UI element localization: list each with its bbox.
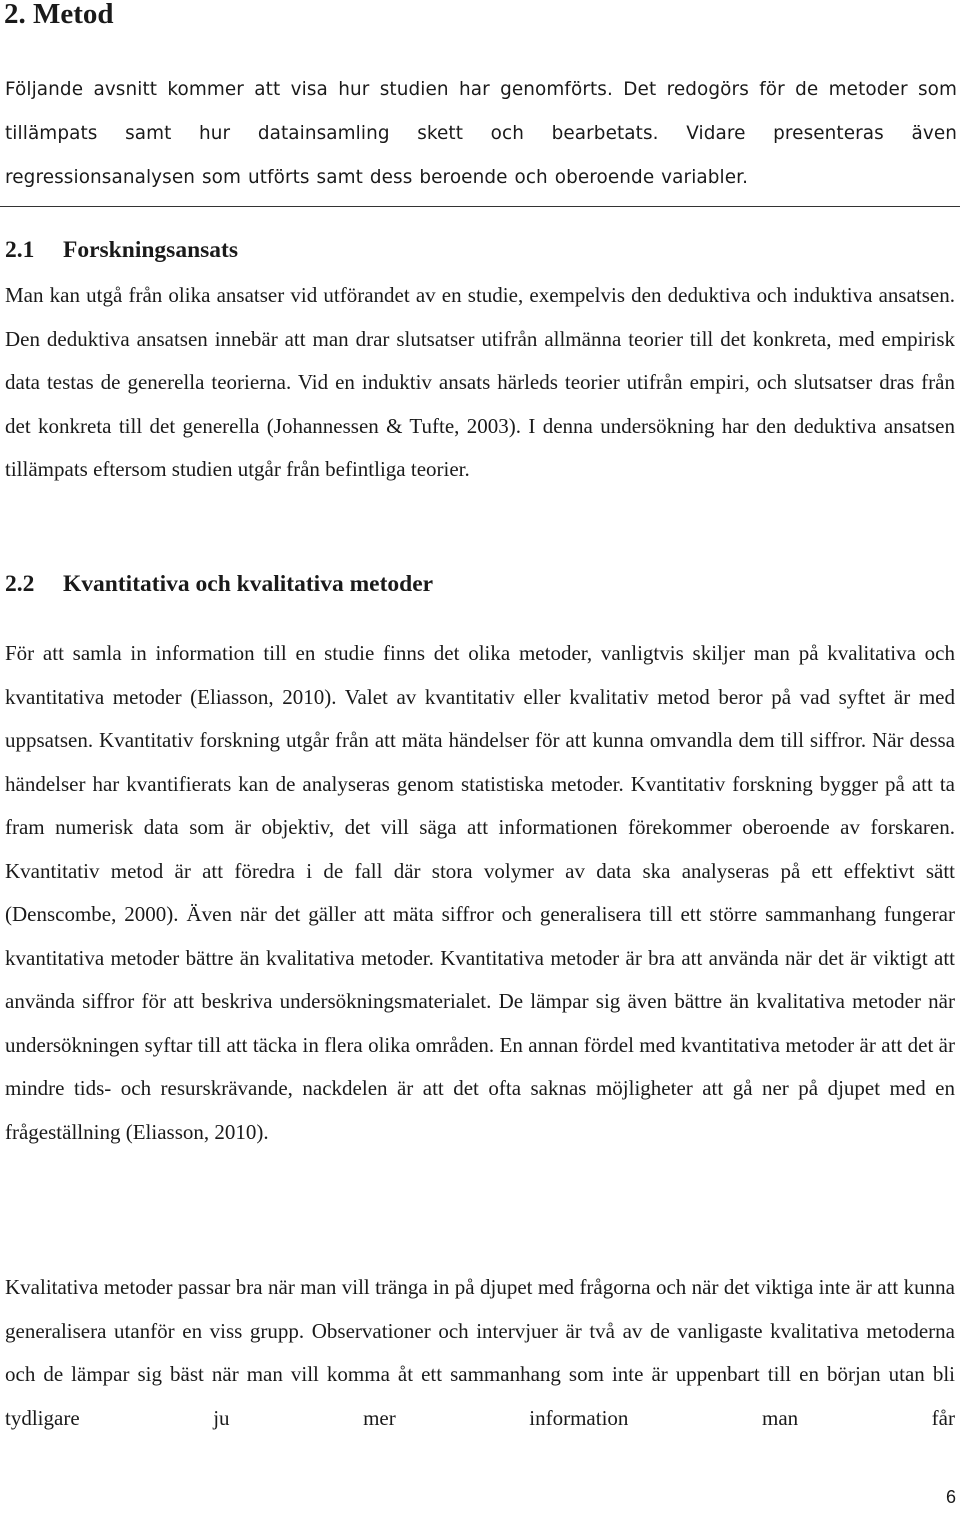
page-number: 6 xyxy=(945,1487,956,1507)
section-number: 2.2 xyxy=(5,571,35,597)
chapter-heading: 2. Metod xyxy=(4,0,114,30)
section-divider xyxy=(0,206,960,207)
section-number: 2.1 xyxy=(5,237,35,263)
section-title: Kvantitativa och kvalitativa metoder xyxy=(63,571,434,597)
paragraph-kvalitativa-metoder: Kvalitativa metoder passar bra när man vill tränga in på djupet med frågorna och när det viktiga inte är att kunna generalisera utanför en viss grupp. Observationer och intervjuer är två av de vanligaste kvalitativa metoderna och de lämpar sig bäst när man vill komma åt ett sammanhang som inte är uppenbart till en början utan bli tydligare ju mer information man får xyxy=(5,1275,955,1430)
section-heading-metoder xyxy=(5,569,433,599)
chapter-intro: Följande avsnitt kommer att visa hur studien har genomförts. Det redogörs för de metoder som tillämpats samt hur datainsamling skett och bearbetats. Vidare presenteras även regressionsanalysen som utförts samt dess beroende och oberoende variabler. xyxy=(5,79,957,188)
section-title: Forskningsansats xyxy=(63,237,238,263)
section-heading-forskningsansats xyxy=(5,235,238,265)
paragraph-forskningsansats: Man kan utgå från olika ansatser vid utförandet av en studie, exempelvis den deduktiva och induktiva ansatsen. Den deduktiva ansatsen innebär att man drar slutsatser utifrån allmänna teorier till det konkreta, med empirisk data testas de generella teorierna. Vid en induktiv ansats härleds teorier utifrån empiri, och slutsatser dras från det konkreta till det generella (Johannessen & Tufte, 2003). I denna undersökning har den deduktiva ansatsen tillämpats eftersom studien utgår från befintliga teorier. xyxy=(5,283,955,482)
paragraph-kvantitativa-metoder: För att samla in information till en studie finns det olika metoder, vanligtvis skiljer man på kvalitativa och kvantitativa metoder (Eliasson, 2010). Valet av kvantitativ eller kvalitativ metod beror på vad syftet är med uppsatsen. Kvantitativ forskning utgår från att mäta händelser för att kunna omvandla dem till siffror. När dessa händelser har kvantifierats kan de analyseras genom statistiska metoder. Kvantitativ forskning bygger på att ta fram numerisk data som är objektiv, det vill säga att informationen förekommer oberoende av forskaren. Kvantitativ metod är att föredra i de fall där stora volymer av data ska analyseras på ett effektivt sätt (Denscombe, 2000). Även när det gäller att mäta siffror och generalisera till ett större sammanhang fungerar kvantitativa metoder bättre än kvalitativa metoder. Kvantitativa metoder är bra att använda när det är viktigt att använda siffror för att beskriva undersökningsmaterialet. De lämpar sig även bättre än kvalitativa metoder när undersökningen syftar till att täcka in flera olika områden. En annan fördel med kvantitativa metoder är att det är mindre tids- och resurskrävande, nackdelen är att det ofta saknas möjligheter att gå ner på djupet med en frågeställning (Eliasson, 2010). xyxy=(5,641,955,1144)
